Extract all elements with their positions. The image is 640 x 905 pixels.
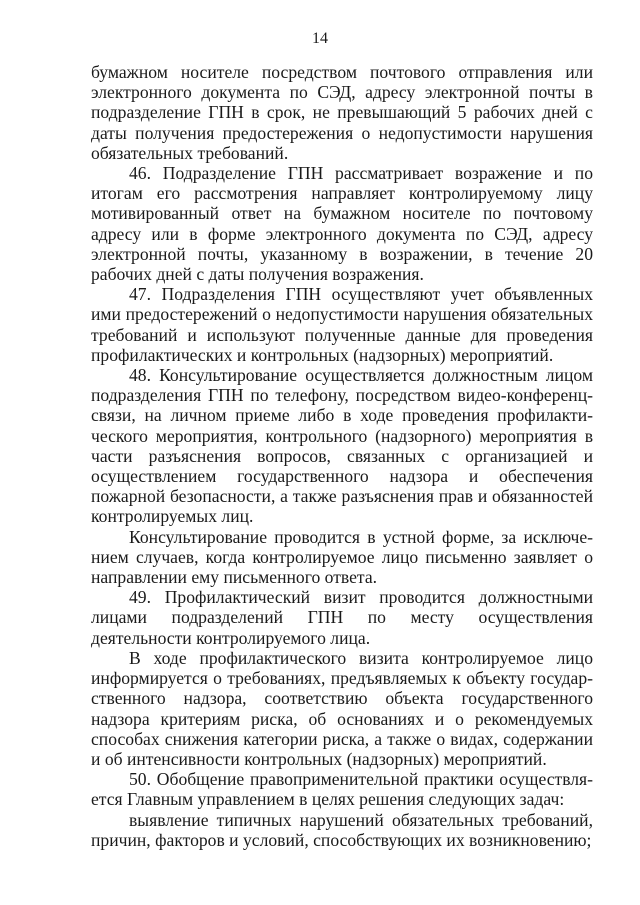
paragraph-continuation: бумажном носителе посредством почтового отправления или электронного документа по СЭД, адресу электронной почты в подразделение ГПН в срок, не превышающий 5 рабочих дней с даты получения предостережения о недопустимости нарушения обязательных требований. (91, 62, 593, 163)
paragraph-49-visit-details: В ходе профилактического визита контролируемое лицо информируется о требованиях, предъявляемых к объекту государ-ственного надзора, соответствию объекта государственного надзора критериям риска, об основаниях и о рекомендуемых способах снижения категории риска, а также о видах, содержании и об интенсивности контрольных (надзорных) мероприятий. (91, 647, 593, 769)
paragraph-50-task-item: выявление типичных нарушений обязательных требований, причин, факторов и условий, способствующих их возникновению; (91, 809, 593, 850)
paragraph-48: 48. Консультирование осуществляется должностным лицом подразделения ГПН по телефону, посредством видео-конференц-связи, на личном приеме либо в ходе проведения профилакти-ческого мероприятия, контрольного (надзорного) мероприятия в части разъяснения вопросов, связанных с организацией и осуществлением государственного надзора и обеспечения пожарной безопасности, а также разъяснения прав и обязанностей контролируемых лиц. (91, 365, 593, 527)
paragraph-49: 49. Профилактический визит проводится должностными лицами подразделений ГПН по месту осуществления деятельности контролируемого лица. (91, 587, 593, 648)
paragraph-50: 50. Обобщение правоприменительной практики осуществля-ется Главным управлением в целях решения следующих задач: (91, 769, 593, 810)
paragraph-47: 47. Подразделения ГПН осуществляют учет объявленных ими предостережений о недопустимости нарушения обязательных требований и используют полученные данные для проведения профилактических и контрольных (надзорных) мероприятий. (91, 284, 593, 365)
page-number: 14 (312, 30, 328, 47)
document-body (91, 62, 593, 850)
paragraph-48-consultation-form: Консультирование проводится в устной форме, за исключе-нием случаев, когда контролируемое лицо письменно заявляет о направлении ему письменного ответа. (91, 526, 593, 588)
paragraph-46: 46. Подразделение ГПН рассматривает возражение и по итогам его рассмотрения направляет контролируемому лицу мотивированный ответ на бумажном носителе по почтовому адресу или в форме электронного документа по СЭД, адресу электронной почты, указанному в возражении, в течение 20 рабочих дней с даты получения возражения. (91, 163, 593, 285)
